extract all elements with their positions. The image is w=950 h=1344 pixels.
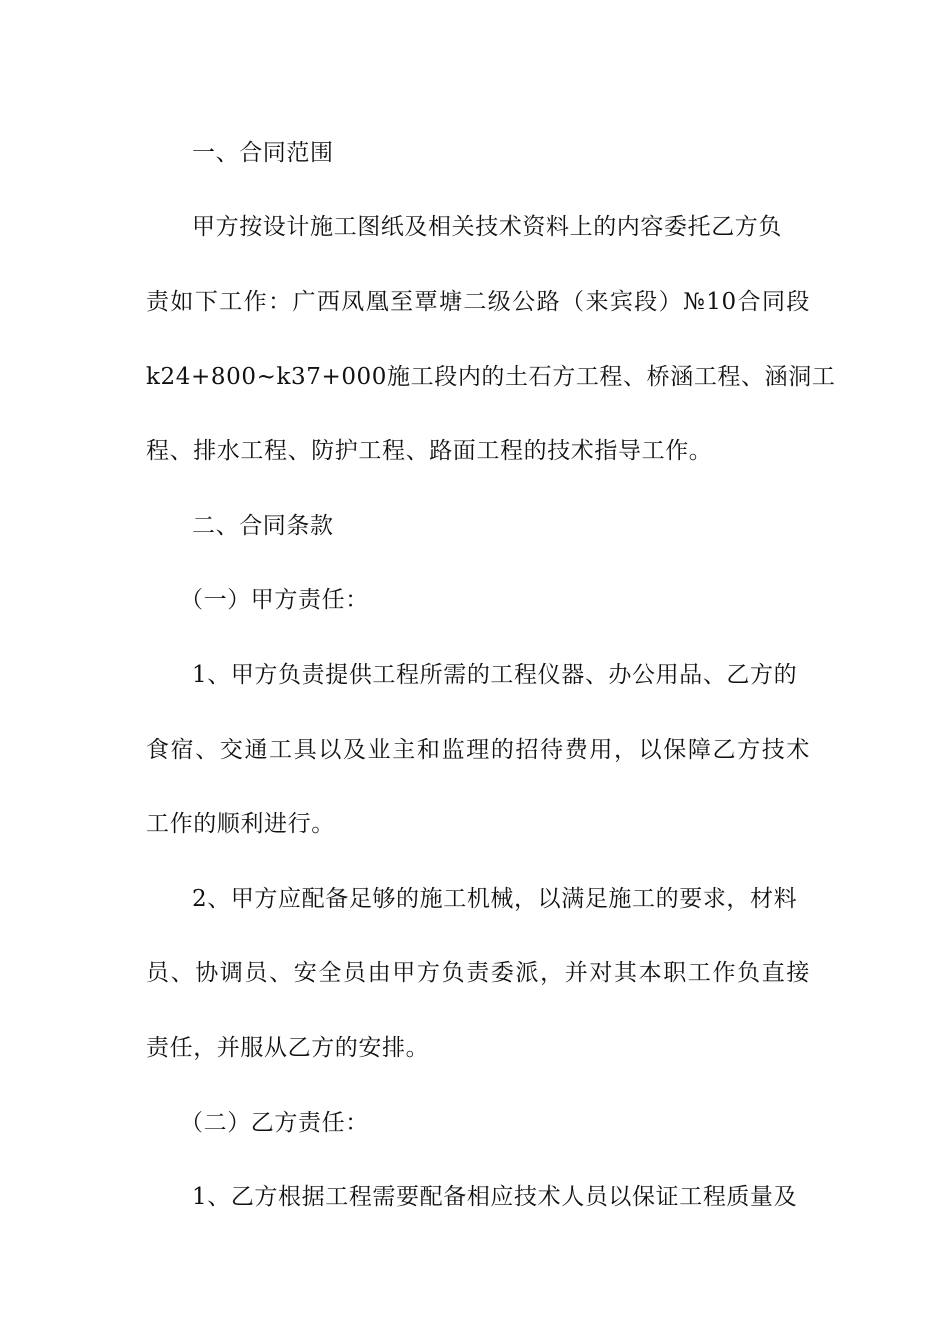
subheading-party-a-responsibility: （一）甲方责任： <box>180 587 369 613</box>
list-item-line: 工作的顺利进行。 <box>146 811 335 837</box>
list-item-line: 2、甲方应配备足够的施工机械，以满足施工的要求，材料 <box>192 886 798 912</box>
section-heading-contract-scope: 一、合同范围 <box>192 140 334 166</box>
section-heading-contract-terms: 二、合同条款 <box>192 513 334 539</box>
paragraph-line: 甲方按设计施工图纸及相关技术资料上的内容委托乙方负 <box>192 214 782 240</box>
list-item-line: 1、乙方根据工程需要配备相应技术人员以保证工程质量及 <box>192 1184 798 1210</box>
list-item-line: 责任，并服从乙方的安排。 <box>146 1035 430 1061</box>
list-item-line: 员、协调员、安全员由甲方负责委派，并对其本职工作负直接 <box>146 960 810 986</box>
subheading-party-b-responsibility: （二）乙方责任： <box>180 1110 369 1136</box>
paragraph-line: 责如下工作：广西凤凰至覃塘二级公路（来宾段）№10合同段 <box>146 289 810 315</box>
list-item-line: 1、甲方负责提供工程所需的工程仪器、办公用品、乙方的 <box>192 662 798 688</box>
paragraph-line: k24+800~k37+000施工段内的土石方工程、桥涵工程、涵洞工 <box>146 364 836 390</box>
paragraph-line: 程、排水工程、防护工程、路面工程的技术指导工作。 <box>146 438 713 464</box>
list-item-line: 食宿、交通工具以及业主和监理的招待费用，以保障乙方技术 <box>146 737 810 763</box>
